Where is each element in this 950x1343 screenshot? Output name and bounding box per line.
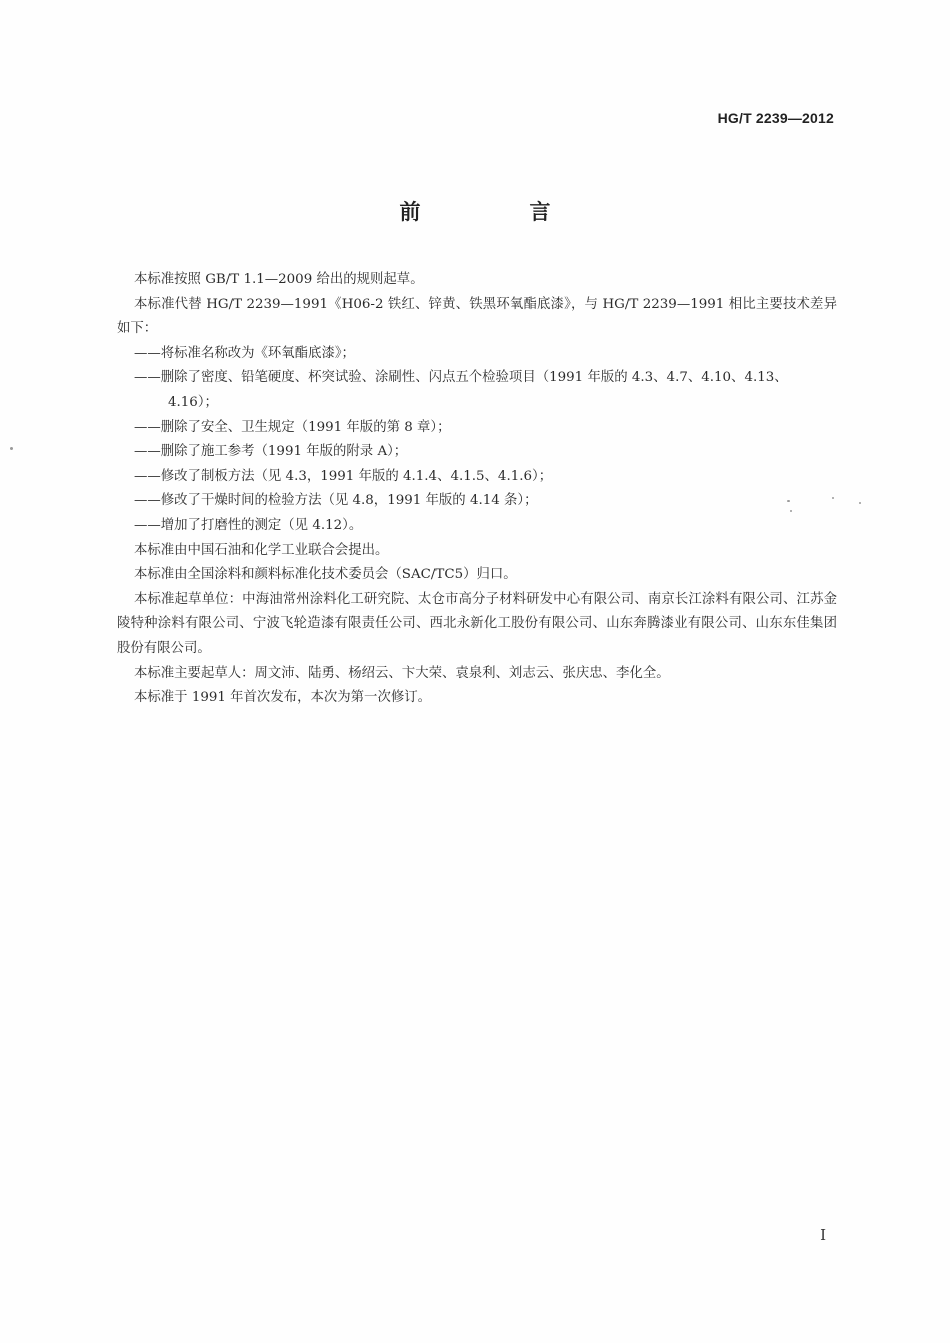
change-item: ——修改了制板方法（见 4.3，1991 年版的 4.1.4、4.1.5、4.1.6）； [134, 468, 553, 484]
change-item: ——删除了施工参考（1991 年版的附录 A）； [134, 444, 408, 460]
scan-speck [787, 500, 790, 502]
scan-speck [832, 497, 834, 499]
scan-speck [790, 510, 792, 512]
paragraph-drafters: 本标准主要起草人：周文沛、陆勇、杨绍云、卞大荣、袁泉利、刘志云、张庆忠、李化全。 [134, 665, 670, 681]
page-number: I [820, 1226, 826, 1244]
foreword-body [117, 268, 837, 711]
change-item: ——增加了打磨性的测定（见 4.12）。 [134, 517, 363, 533]
paragraph-drafting-rules: 本标准按照 GB/T 1.1—2009 给出的规则起草。 [134, 272, 424, 287]
page-title: 前 言 [399, 200, 595, 224]
paragraph-history: 本标准于 1991 年首次发布，本次为第一次修订。 [134, 690, 432, 706]
change-item: ——修改了干燥时间的检验方法（见 4.8，1991 年版的 4.14 条）； [134, 493, 538, 509]
change-item: ——将标准名称改为《环氧酯底漆》； [134, 345, 355, 361]
change-item: ——删除了密度、铅笔硬度、杯突试验、涂刷性、闪点五个检验项目（1991 年版的 4.3、4.7、4.10、4.13、4.16）； [134, 370, 788, 410]
scan-speck [10, 447, 13, 450]
change-item: ——删除了安全、卫生规定（1991 年版的第 8 章）； [134, 419, 451, 435]
standard-code: HG/T 2239—2012 [717, 110, 834, 126]
paragraph-committee: 本标准由全国涂料和颜料标准化技术委员会（SAC/TC5）归口。 [134, 567, 517, 583]
paragraph-proposer: 本标准由中国石油和化学工业联合会提出。 [134, 542, 389, 558]
scan-speck [859, 502, 861, 504]
paragraph-drafting-units: 本标准起草单位：中海油常州涂料化工研究院、太仓市高分子材料研发中心有限公司、南京长江涂料有限公司、江苏金陵特种涂料有限公司、宁波飞轮造漆有限责任公司、西北永新化工股份有限公司、山东奔腾漆业有限公司、山东东佳集团股份有限公司。 [117, 591, 837, 656]
paragraph-replaces: 本标准代替 HG/T 2239—1991《H06-2 铁红、锌黄、铁黑环氧酯底漆》，与 HG/T 2239—1991 相比主要技术差异如下： [117, 296, 837, 337]
